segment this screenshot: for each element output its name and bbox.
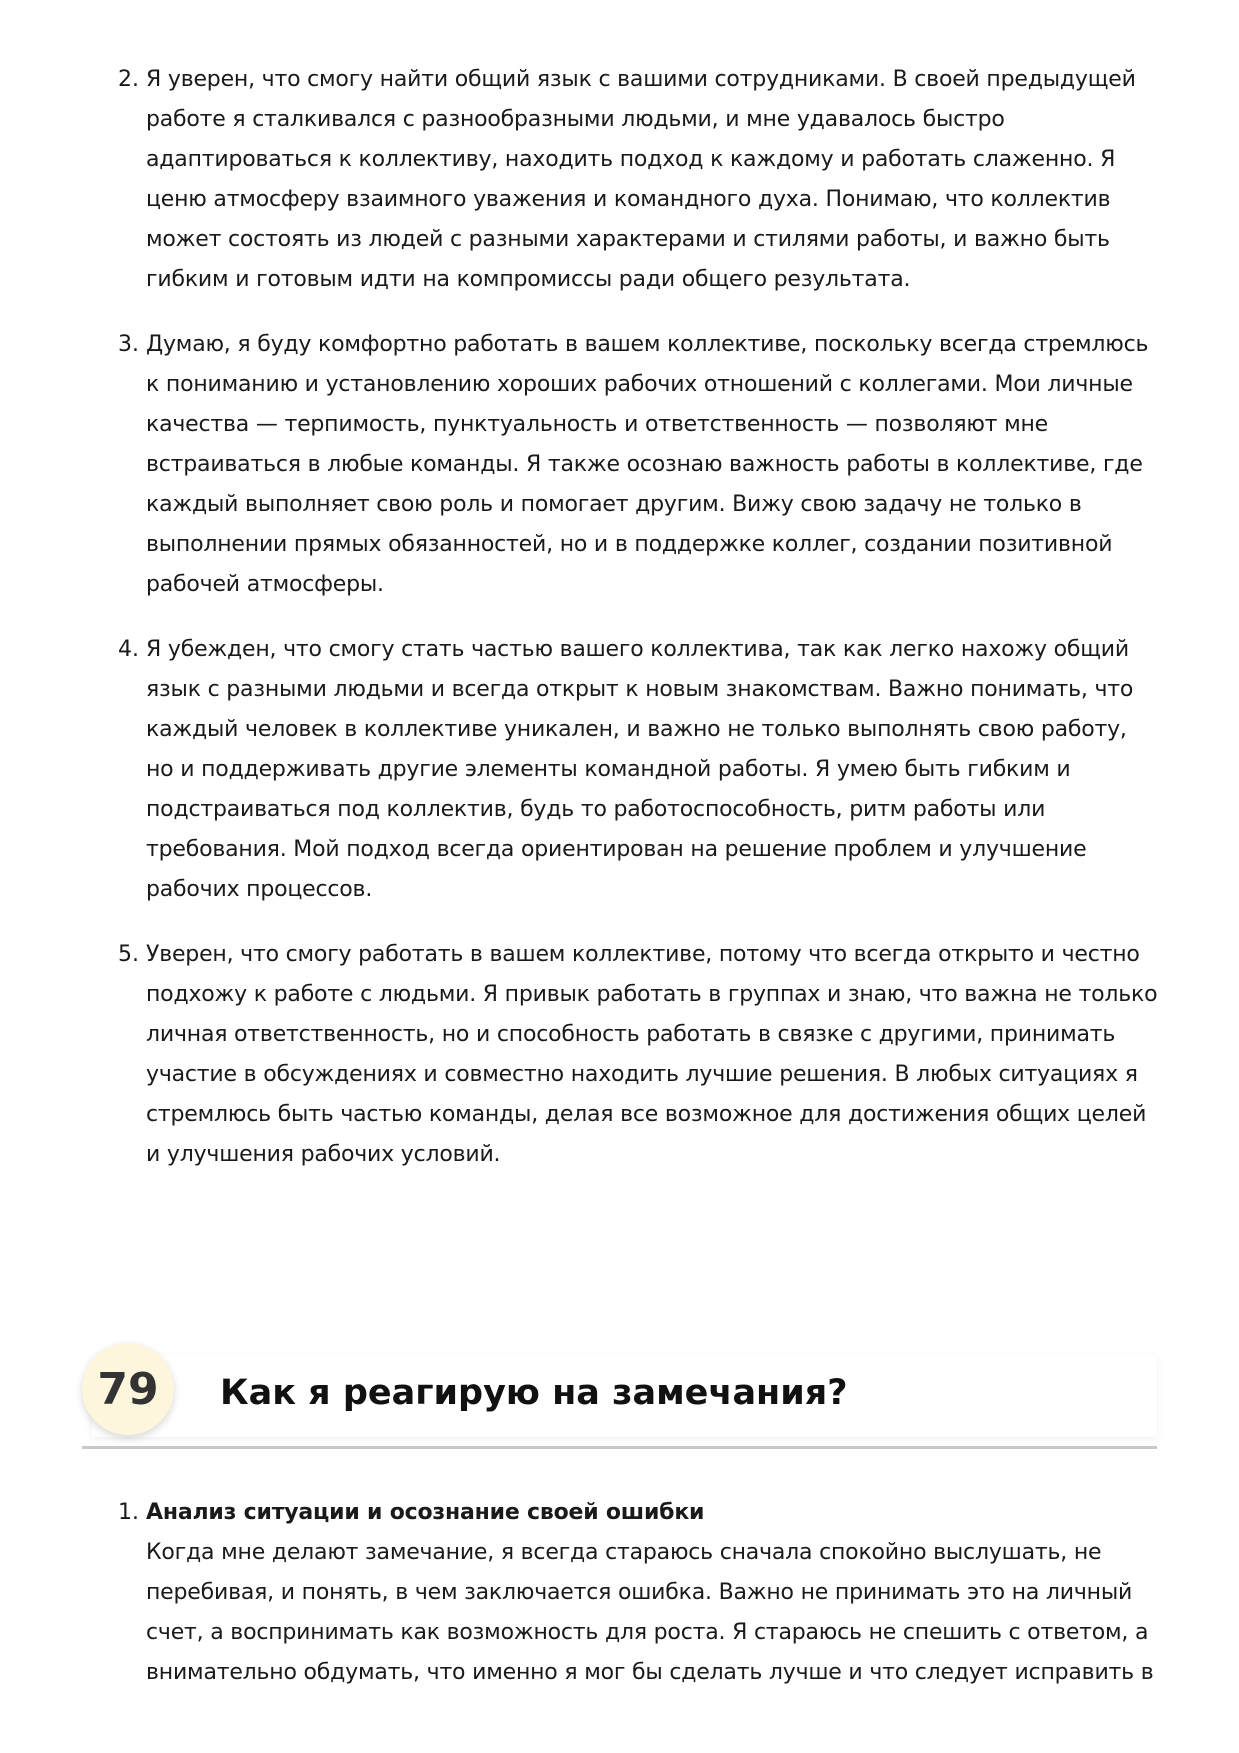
list-item-content — [146, 1493, 1158, 1693]
list-item-number: 2. — [118, 67, 139, 92]
list-item — [118, 1493, 1158, 1693]
section-divider — [82, 1446, 1157, 1449]
list-item-number: 5. — [118, 942, 139, 967]
list-item — [118, 325, 1158, 605]
list-item — [118, 60, 1158, 300]
answer-list — [118, 60, 1158, 1200]
list-item-number: 4. — [118, 637, 139, 662]
list-item-text: Думаю, я буду комфортно работать в вашем коллективе, поскольку всегда стремлюсь к пониманию и установлению хороших рабочих отношений с коллегами. Мои личные качества — терпимость, пунктуальность и ответственность — позволяют мне встраиваться в любые команды. Я также осознаю важность работы в коллективе, где каждый выполняет свою роль и помогает другим. Вижу свою задачу не только в выполнении прямых обязанностей, но и в поддержке коллег, создании позитивной рабочей атмосферы. — [146, 332, 1149, 597]
list-item-title: Анализ ситуации и осознание своей ошибки — [146, 1500, 705, 1525]
section-title: Как я реагирую на замечания? — [220, 1373, 848, 1413]
list-item-text: Я уверен, что смогу найти общий язык с вашими сотрудниками. В своей предыдущей работе я сталкивался с разнообразными людьми, и мне удавалось быстро адаптироваться к коллективу, находить подход к каждому и работать слаженно. Я ценю атмосферу взаимного уважения и командного духа. Понимаю, что коллектив может состоять из людей с разными характерами и стилями работы, и важно быть гибким и готовым идти на компромиссы ради общего результата. — [146, 67, 1136, 292]
list-item — [118, 935, 1158, 1175]
list-item-number: 1. — [118, 1500, 139, 1525]
question-number-badge: 79 — [82, 1343, 174, 1435]
section-header — [82, 1343, 1157, 1449]
list-item-text: Я убежден, что смогу стать частью вашего коллектива, так как легко нахожу общий язык с разными людьми и всегда открыт к новым знакомствам. Важно понимать, что каждый человек в коллективе уникален, и важно не только выполнять свою работу, но и поддерживать другие элементы командной работы. Я умею быть гибким и подстраиваться под коллектив, будь то работоспособность, ритм работы или требования. Мой подход всегда ориентирован на решение проблем и улучшение рабочих процессов. — [146, 637, 1134, 902]
point-list — [118, 1493, 1158, 1693]
list-item — [118, 630, 1158, 910]
list-item-number: 3. — [118, 332, 139, 357]
list-item-text: Когда мне делают замечание, я всегда стараюсь сначала спокойно выслушать, не перебивая, и понять, в чем заключается ошибка. Важно не принимать это на личный счет, а воспринимать как возможность для роста. Я стараюсь не спешить с ответом, а внимательно обдумать, что именно я мог бы сделать лучше и что следует исправить в — [146, 1540, 1154, 1685]
list-item-text: Уверен, что смогу работать в вашем коллективе, потому что всегда открыто и честно подхожу к работе с людьми. Я привык работать в группах и знаю, что важна не только личная ответственность, но и способность работать в связке с другими, принимать участие в обсуждениях и совместно находить лучшие решения. В любых ситуациях я стремлюсь быть частью команды, делая все возможное для достижения общих целей и улучшения рабочих условий. — [146, 942, 1158, 1167]
